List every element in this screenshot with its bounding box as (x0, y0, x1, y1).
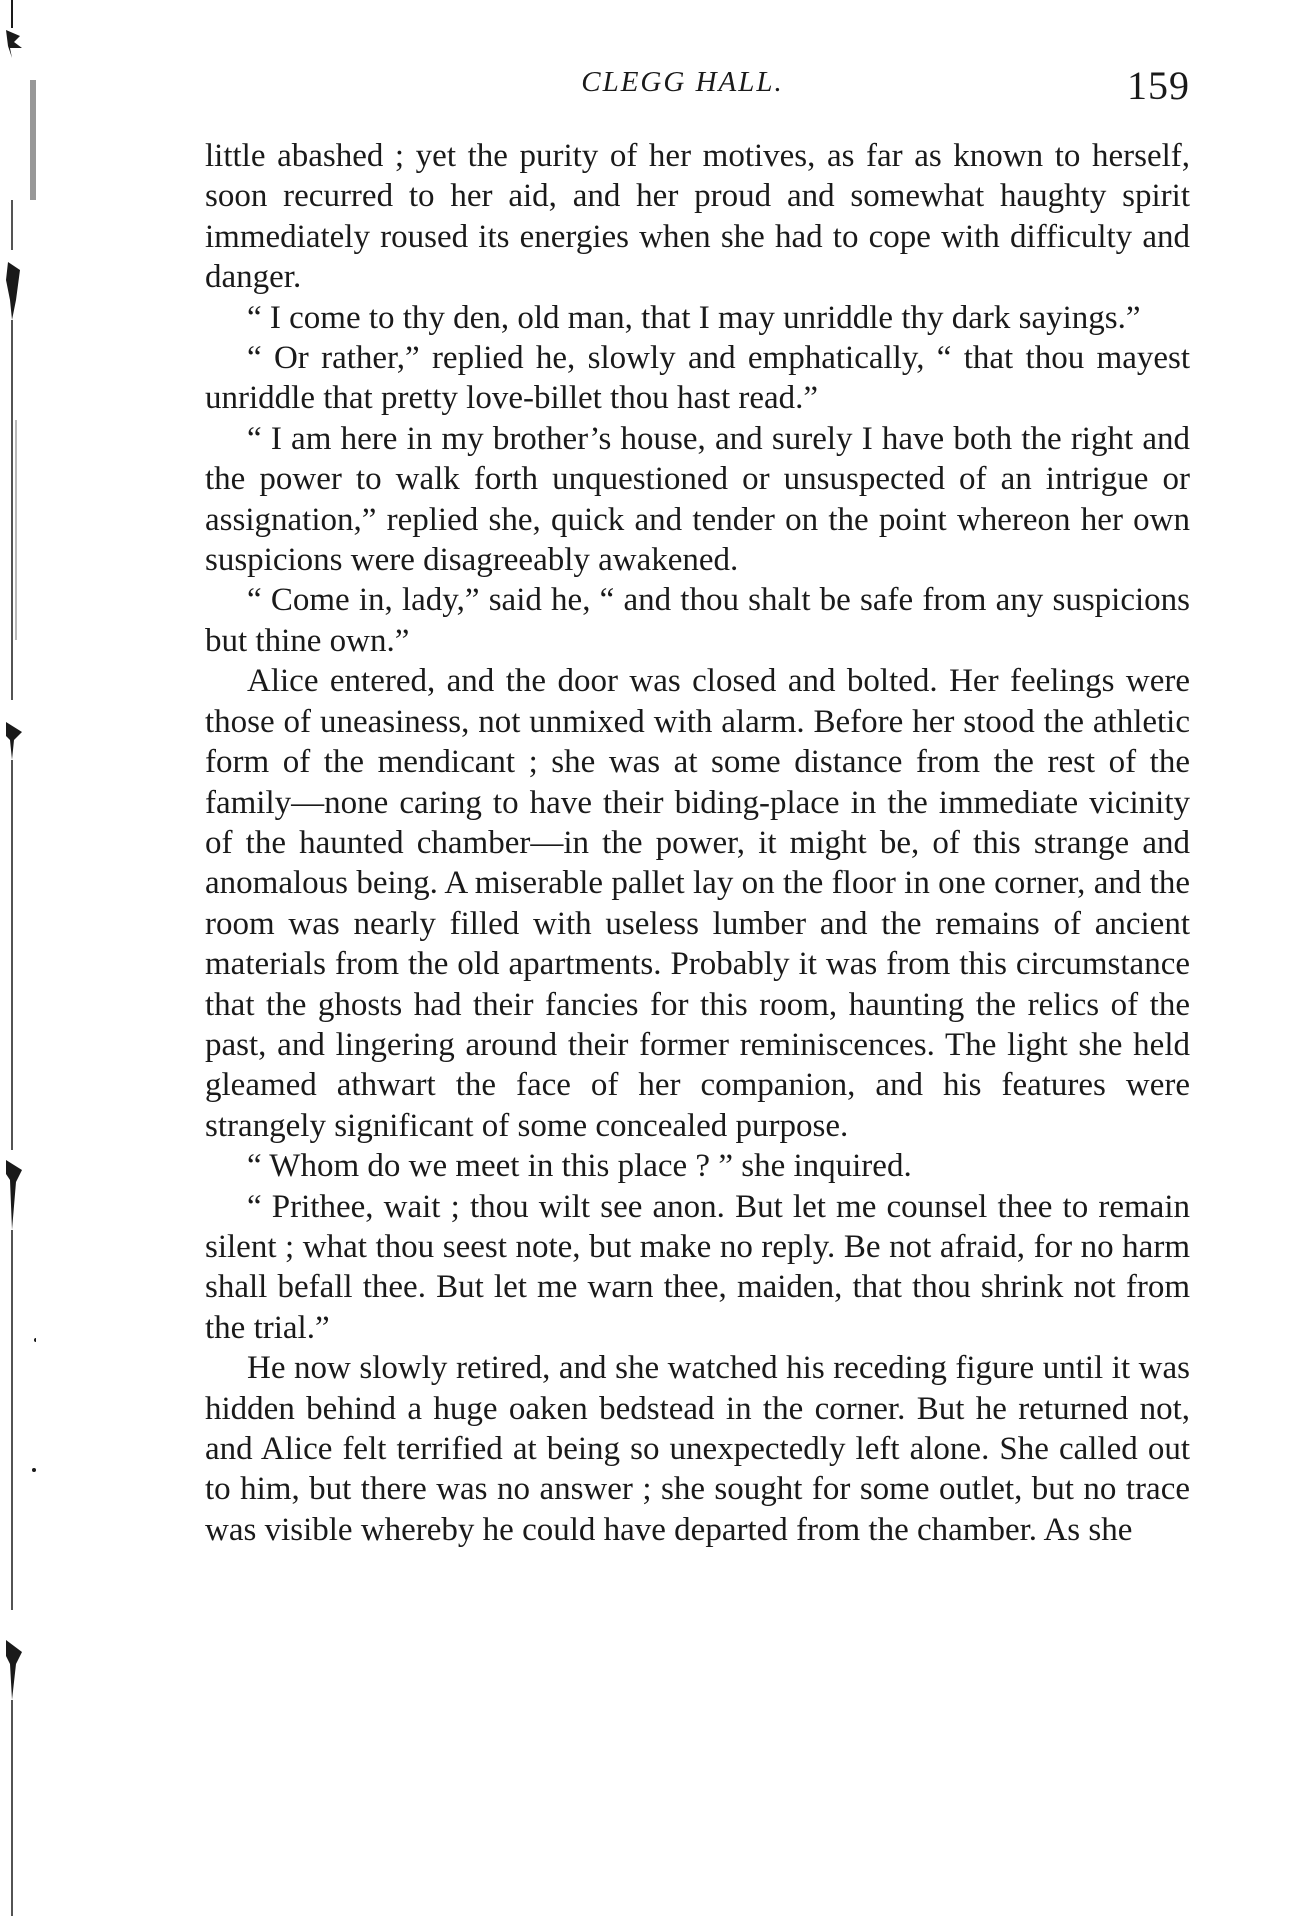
paragraph: “ I come to thy den, old man, that I may unriddle thy dark sayings.” (247, 299, 1141, 336)
paragraph: He now slowly retired, and she watched his receding figure until it was hidden behind a huge oaken bedstead in the corner. But he returned not, and Alice felt terrified at being so unexpectedly left alone. She called out to him, but there was no answer ; she sought for some outlet, but no trace was visible whereby he could have departed from the chamber. As she (205, 1350, 1190, 1548)
paragraph: “ Whom do we meet in this place ? ” she inquired. (247, 1148, 912, 1185)
paragraph: Alice entered, and the door was closed and bolted. Her feelings were those of uneasiness, not unmixed with alarm. Before her stood the athletic form of the mendicant ; she was at some distance from the rest of the family—none caring to have their biding-place in the immediate vicinity of the haunted chamber—in the power, it might be, of this strange and anomalous being. A miserable pallet lay on the floor in one corner, and the room was nearly filled with useless lumber and the remains of ancient materials from the old apartments. Probably it was from this circumstance that the ghosts had their fancies for this room, haunting the relics of the past, and lingering around their former reminiscences. The light she held gleamed athwart the face of her companion, and his features were strangely significant of some concealed purpose. (205, 663, 1190, 1144)
paragraph: “ Come in, lady,” said he, “ and thou shalt be safe from any suspicions but thine own.” (205, 582, 1190, 659)
binding-edge-marks (6, 0, 36, 1916)
page-number: 159 (1127, 63, 1190, 108)
running-title: CLEGG HALL. (581, 66, 784, 98)
page-header (205, 62, 1190, 110)
paragraph: “ Or rather,” replied he, slowly and emphatically, “ that thou mayest unriddle that pretty love-billet thou hast read.” (205, 340, 1190, 417)
paragraph: little abashed ; yet the purity of her motives, as far as known to herself, soon recurred to her aid, and her proud and somewhat haughty spirit immediately roused its energies when she had to cope with difficulty and danger. (205, 138, 1190, 296)
paragraph: “ Prithee, wait ; thou wilt see anon. But let me counsel thee to remain silent ; what thou seest note, but make no reply. Be not afraid, for no harm shall befall thee. But let me warn thee, maiden, that thou shrink not from the trial.” (205, 1188, 1190, 1346)
paragraph: “ I am here in my brother’s house, and surely I have both the right and the power to walk forth unquestioned or unsuspected of an intrigue or assignation,” replied she, quick and tender on the point whereon her own suspicions were disagreeably awakened. (205, 420, 1190, 579)
body-text (205, 136, 1190, 1550)
